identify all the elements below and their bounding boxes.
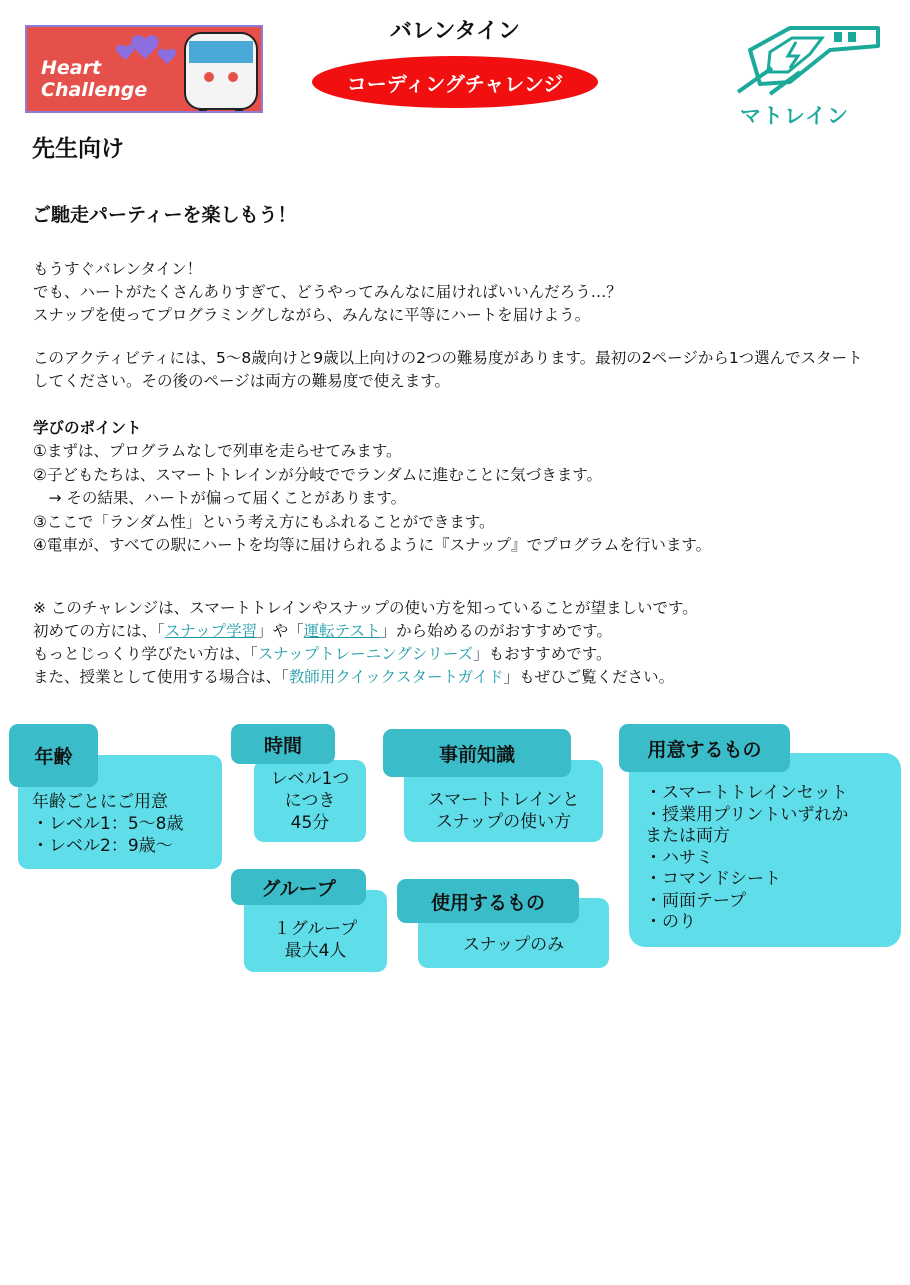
levels-note: このアクティビティには、5〜8歳向けと9歳以上向けの2つの難易度があります。最初の2ページから1つ選んでスタートしてください。その後のページは両方の難易度で使えます。 <box>33 349 863 390</box>
page-title: バレンタイン <box>389 19 521 44</box>
age-line: 年齢ごとにご用意 <box>32 792 168 812</box>
age-tag: 年齢 <box>9 724 98 787</box>
intro-line: スナップを使ってプログラミングしながら、みんなに平等にハートを届けよう。 <box>33 306 591 324</box>
prepare-card <box>629 753 901 947</box>
age-line: ・レベル1：5〜8歳 <box>32 814 184 834</box>
group-line: 最大4人 <box>284 941 347 961</box>
knowledge-line: スナップの使い方 <box>435 812 572 832</box>
time-line: 45分 <box>290 813 330 833</box>
challenge-pill: コーディングチャレンジ <box>312 56 598 108</box>
time-line: レベル1つ <box>270 769 350 789</box>
point-item: ①まずは、プログラムなしで列車を走らせてみます。 <box>33 442 402 460</box>
note-line: ※ このチャレンジは、スマートトレインやスナップの使い方を知っていることが望ましいです。 <box>33 599 698 617</box>
levels-paragraph <box>33 347 878 393</box>
prepare-line: ・スマートトレインセット <box>645 783 848 803</box>
group-tag: グループ <box>231 869 366 905</box>
intro-line: でも、ハートがたくさんありすぎて、どうやってみんなに届ければいいんだろう…？ <box>33 283 622 301</box>
note-line: また、授業として使用する場合は、「教師用クイックスタートガイド」もぜひご覧ください。 <box>33 668 675 686</box>
driving-test-link[interactable]: 運転テスト <box>303 622 381 640</box>
age-line: ・レベル2：9歳〜 <box>32 836 173 856</box>
time-tag: 時間 <box>231 724 335 764</box>
point-item: ④電車が、すべての駅にハートを均等に届けられるように『スナップ』でプログラムを行います。 <box>33 536 712 554</box>
brand-name: マトレイン <box>740 104 849 128</box>
knowledge-tag: 事前知識 <box>383 729 571 777</box>
prepare-line: ・両面テープ <box>645 890 747 911</box>
note-line: 初めての方には、「スナップ学習」や「運転テスト」から始めるのがおすすめです。 <box>33 622 612 640</box>
points-list <box>33 440 711 558</box>
audience-heading: 先生向け <box>32 136 124 162</box>
section-subtitle: ご馳走パーティーを楽しもう！ <box>32 204 297 226</box>
group-line: １グループ <box>273 919 358 939</box>
prepare-line: ・コマンドシート <box>645 869 781 889</box>
point-item: ②子どもたちは、スマートトレインが分岐ででランダムに進むことに気づきます。 <box>33 465 602 484</box>
point-item: ③ここで「ランダム性」という考え方にもふれることができます。 <box>33 512 495 531</box>
prepare-line: ・ハサミ <box>645 847 713 868</box>
knowledge-line: スマートトレインと <box>427 790 580 810</box>
teacher-guide-link[interactable]: 教師用クイックスタートガイド <box>288 668 504 686</box>
prepare-line: ・のり <box>645 912 696 932</box>
time-card <box>254 760 366 842</box>
snap-learning-link[interactable]: スナップ学習 <box>164 622 258 640</box>
logo-line2: Challenge <box>41 79 148 101</box>
snap-training-link[interactable]: スナップトレーニングシリーズ <box>257 645 474 663</box>
prepare-line: または両方 <box>645 826 730 846</box>
point-item: → その結果、ハートが偏って届くことがあります。 <box>33 489 407 507</box>
time-line: につき <box>284 791 336 811</box>
intro-paragraph <box>33 258 878 327</box>
heart-challenge-logo <box>25 25 263 113</box>
prepare-line: ・授業用プリントいずれか <box>645 804 849 825</box>
used-line: スナップのみ <box>462 935 565 955</box>
note-line: もっとじっくり学びたい方は、「スナップトレーニングシリーズ」もおすすめです。 <box>33 645 612 663</box>
points-heading: 学びのポイント <box>33 419 142 437</box>
logo-line1: Heart <box>41 57 102 79</box>
intro-line: もうすぐバレンタイン！ <box>33 260 203 278</box>
notes-block <box>33 597 698 689</box>
prepare-tag: 用意するもの <box>619 724 790 772</box>
used-tag: 使用するもの <box>397 879 579 923</box>
